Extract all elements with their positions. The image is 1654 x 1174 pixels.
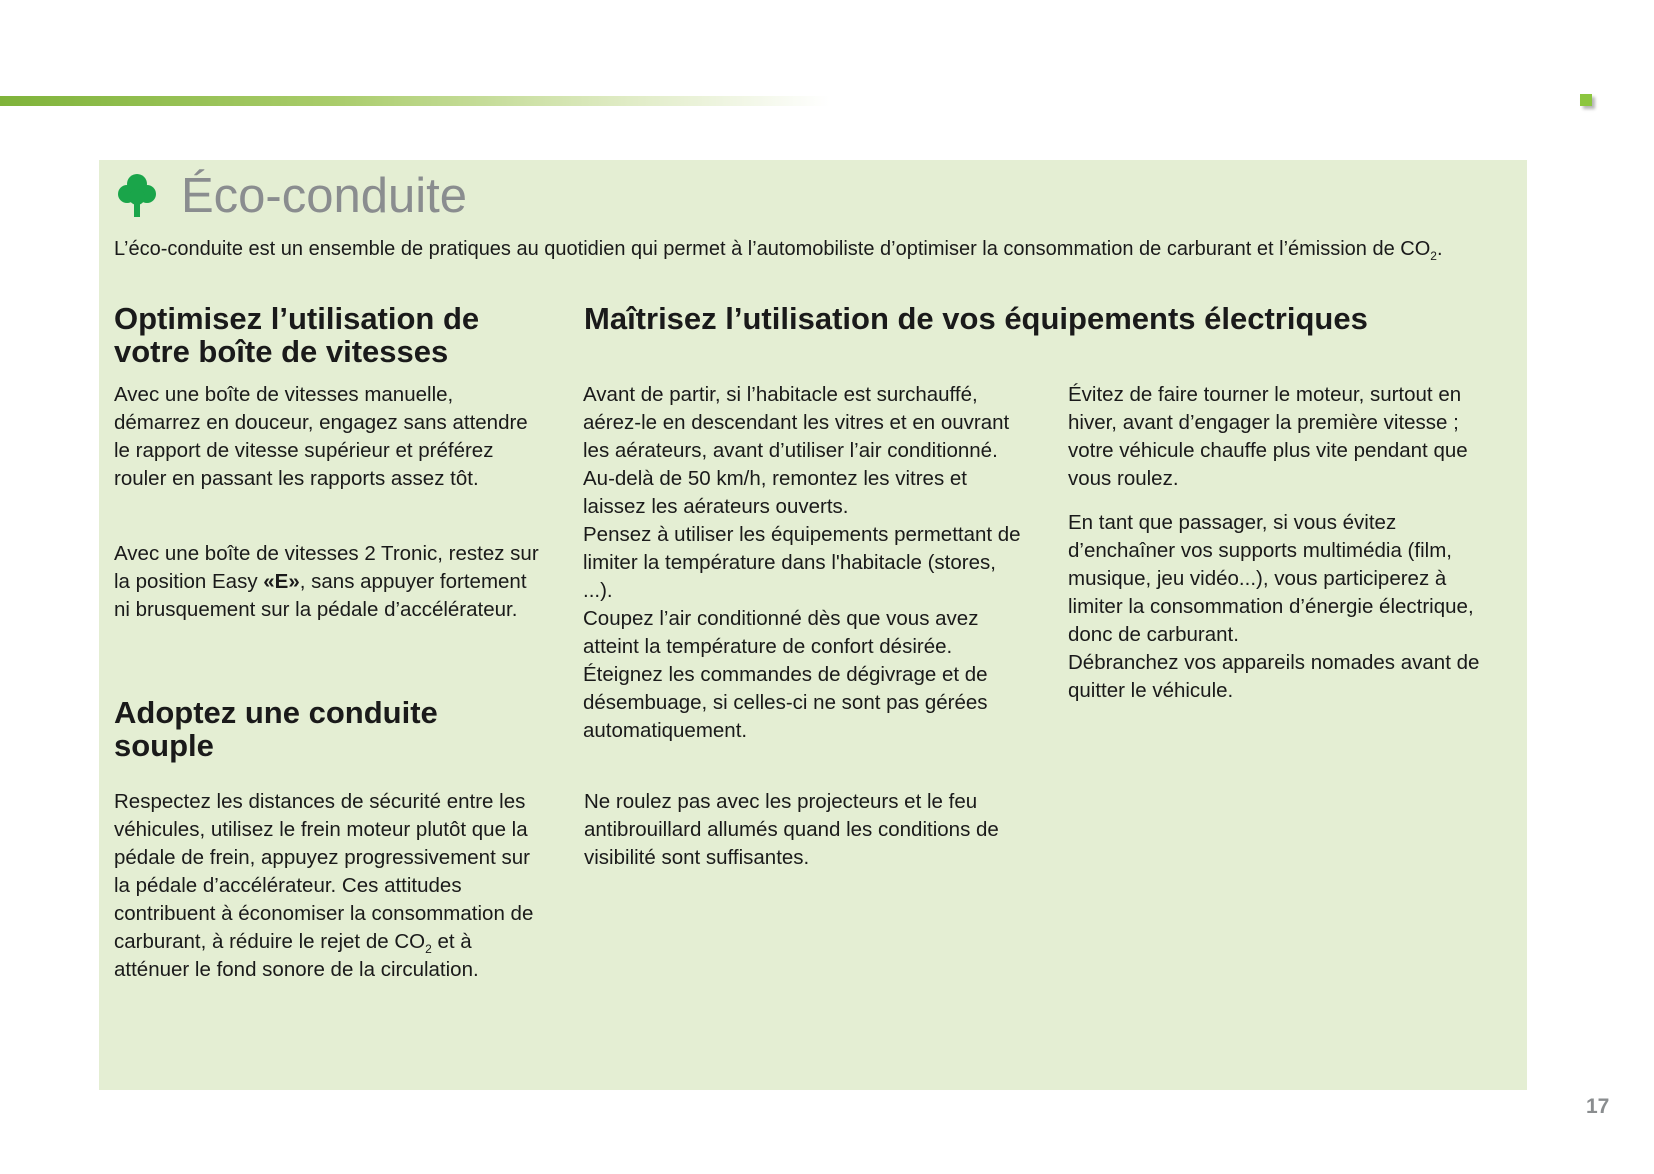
smooth-text-a: Respectez les distances de sécurité entre les véhicules, utilisez le frein moteur plutôt que la pédale de frein, appuyez progressivement sur la pédale d’accélérateur. Ces attitudes contribuent à économiser la consommation de carburant, à réduire le rejet de CO	[114, 790, 534, 953]
gearbox-paragraph-1	[114, 381, 544, 493]
page-number: 17	[1586, 1095, 1610, 1118]
electric-text-6: Ne roulez pas avec les projecteurs et le feu antibrouillard allumés quand les conditions de visibilité sont suffisantes.	[584, 790, 999, 869]
smooth-driving-text	[114, 788, 544, 984]
electric-text-9: Débranchez vos appareils nomades avant de quitter le véhicule.	[1068, 651, 1480, 702]
gearbox-text-1: Avec une boîte de vitesses manuelle, démarrez en douceur, engagez sans attendre le rapport de vitesse supérieur et préférez rouler en passant les rapports assez tôt.	[114, 383, 528, 490]
electric-text-8: En tant que passager, si vous évitez d’enchaîner vos supports multimédia (film, musique, jeu vidéo...), vous participerez à limiter la consommation d’énergie électrique, donc de carburant.	[1068, 511, 1474, 646]
corner-square-marker	[1580, 94, 1592, 106]
heading-smooth-driving: Adoptez une conduite souple	[114, 695, 438, 763]
gearbox-text-2	[114, 540, 544, 624]
title-row	[117, 166, 467, 226]
gearbox-text-2-a: Avec une boîte de vitesses 2 Tronic, restez sur la position Easy	[114, 542, 539, 593]
electric-text-5: Éteignez les commandes de dégivrage et de désembuage, si celles-ci ne sont pas gérées automatiquement.	[583, 663, 988, 742]
smooth-subscript: 2	[425, 942, 432, 957]
smooth-driving-paragraph	[114, 788, 544, 984]
intro-main: L’éco-conduite est un ensemble de pratiques au quotidien qui permet à l’automobiliste d’optimiser la consommation de carburant et l’émission de CO	[114, 238, 1431, 260]
electric-text-1: Avant de partir, si l’habitacle est surchauffé, aérez-le en descendant les vitres et en ouvrant les aérateurs, avant d’utiliser l’air conditionné.	[583, 383, 1010, 462]
easy-mode-label: «E»	[263, 570, 300, 593]
intro-text	[114, 236, 1514, 262]
heading-electric-equipment: Maîtrisez l’utilisation de vos équipements électriques	[584, 301, 1368, 336]
electric-column-1	[583, 381, 1028, 745]
electric-text-2: Au-delà de 50 km/h, remontez les vitres et laissez les aérateurs ouverts.	[583, 467, 967, 518]
electric-column-1-bottom	[584, 788, 1029, 872]
electric-text-4: Coupez l’air conditionné dès que vous avez atteint la température de confort désirée.	[583, 607, 979, 658]
eco-driving-panel	[99, 160, 1527, 1090]
heading-gearbox: Optimisez l’utilisation de votre boîte de vitesses	[114, 301, 480, 369]
electric-column-2	[1068, 381, 1503, 705]
smooth-text-b: et à atténuer le fond sonore de la circulation.	[114, 930, 479, 981]
electric-text-7: Évitez de faire tourner le moteur, surtout en hiver, avant d’engager la première vitesse ; votre véhicule chauffe plus vite pendant que vous roulez.	[1068, 383, 1468, 490]
gearbox-paragraph-2	[114, 540, 544, 624]
electric-text-3: Pensez à utiliser les équipements permettant de limiter la température dans l'habitacle (stores, ...).	[583, 523, 1021, 602]
intro-end: .	[1436, 238, 1443, 260]
tree-icon	[117, 172, 157, 220]
gearbox-text-2-b: , sans appuyer fortement ni brusquement sur la pédale d’accélérateur.	[114, 570, 527, 621]
page-title: Éco-conduite	[181, 169, 468, 223]
top-gradient-rule	[0, 96, 830, 106]
intro-subscript: 2	[1430, 249, 1437, 263]
